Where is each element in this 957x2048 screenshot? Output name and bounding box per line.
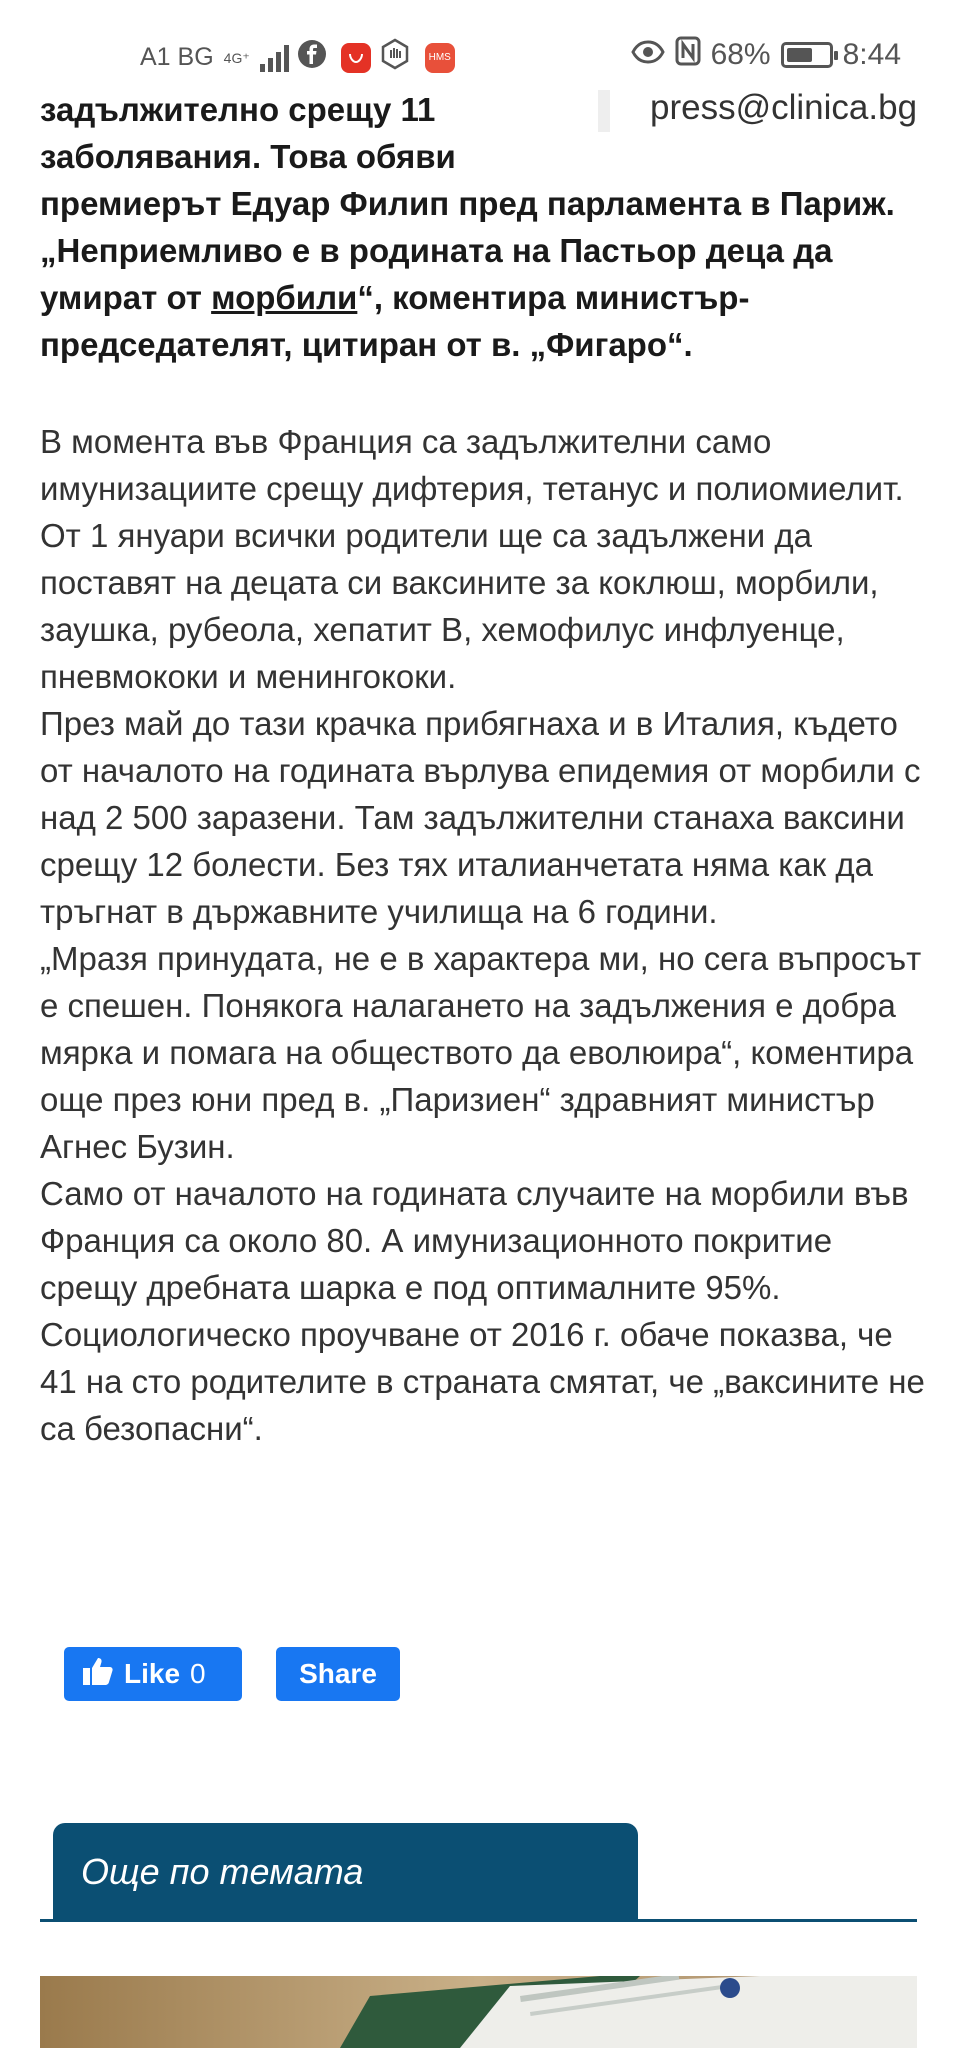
lead-text-before-link: премиерът Едуар Филип пред парламента в Париж. „Неприемливо е в родината на Пастьор деца да умират от <box>40 185 895 316</box>
carrier-label: A1 BG <box>140 43 214 71</box>
morbili-link[interactable]: морбили <box>211 279 358 316</box>
network-type: 4G⁺ <box>223 49 250 66</box>
hand-icon <box>379 38 411 77</box>
related-section-tab[interactable] <box>53 1823 638 1920</box>
article-paragraph: „Мразя принудата, не е в характера ми, но сега въпросът е спешен. Понякога налагането на задължения е добра мярка и помага на обществото да еволюира“, коментира още през юни пред в. „Паризиен“ здравният министър Агнес Бузин. <box>40 940 922 1165</box>
eye-icon <box>631 38 665 72</box>
nfc-icon <box>675 36 701 74</box>
article-paragraph: В момента във Франция са задължителни само имунизациите срещу дифтерия, тетанус и полиомиелит. От 1 януари всички родители ще са задължени да поставят на децата си ваксините за коклюш, морбили, заушка, рубеола, хепатит В, хемофилус инфлуенце, пневмококи и менингококи. <box>40 423 904 695</box>
signal-icon <box>260 44 289 72</box>
battery-percent: 68% <box>710 38 771 71</box>
press-email-link[interactable]: press@clinica.bg <box>650 88 918 127</box>
article-lead <box>40 86 920 368</box>
status-left <box>140 38 455 77</box>
lead-line-1: задължително срещу 11 <box>40 91 436 128</box>
like-count: 0 <box>190 1658 206 1689</box>
status-right <box>631 36 901 74</box>
hms-label: HMS <box>428 52 451 63</box>
lead-text-after-link: “, коментира министър-председателят, цитиран от в. „Фигаро“. <box>40 279 750 363</box>
facebook-icon <box>297 39 327 76</box>
article-paragraph: Само от началото на годината случаите на морбили във Франция са около 80. А имунизационното покритие срещу дребната шарка е под оптималните 95%. Социологическо проучване от 2016 г. обаче показва, че 41 на сто родителите в страната смятат, че „ваксините не са безопасни“. <box>40 1175 925 1447</box>
aliexpress-icon <box>341 43 371 73</box>
lead-line-2: заболявания. Това обяви <box>40 138 456 175</box>
related-section-divider <box>40 1919 917 1922</box>
related-article-image[interactable] <box>40 1976 917 2048</box>
like-label: Like <box>124 1658 181 1689</box>
article-paragraph: През май до тази крачка прибягнаха и в Италия, където от началото на годината върлува епидемия от морбили с над 2 500 заразени. Там задължителни станаха ваксини срещу 12 болести. Без тях италианчетата няма как да тръгнат в държавните училища на 6 години. <box>40 705 921 930</box>
hms-icon <box>425 43 455 73</box>
related-section-title: Още по темата <box>81 1851 364 1892</box>
facebook-share-button[interactable]: Share <box>276 1647 400 1701</box>
battery-icon <box>781 42 833 68</box>
article-body <box>40 418 930 1452</box>
thumbs-up-icon <box>82 1656 114 1693</box>
facebook-like-button[interactable] <box>64 1647 242 1701</box>
clock: 8:44 <box>842 38 901 71</box>
